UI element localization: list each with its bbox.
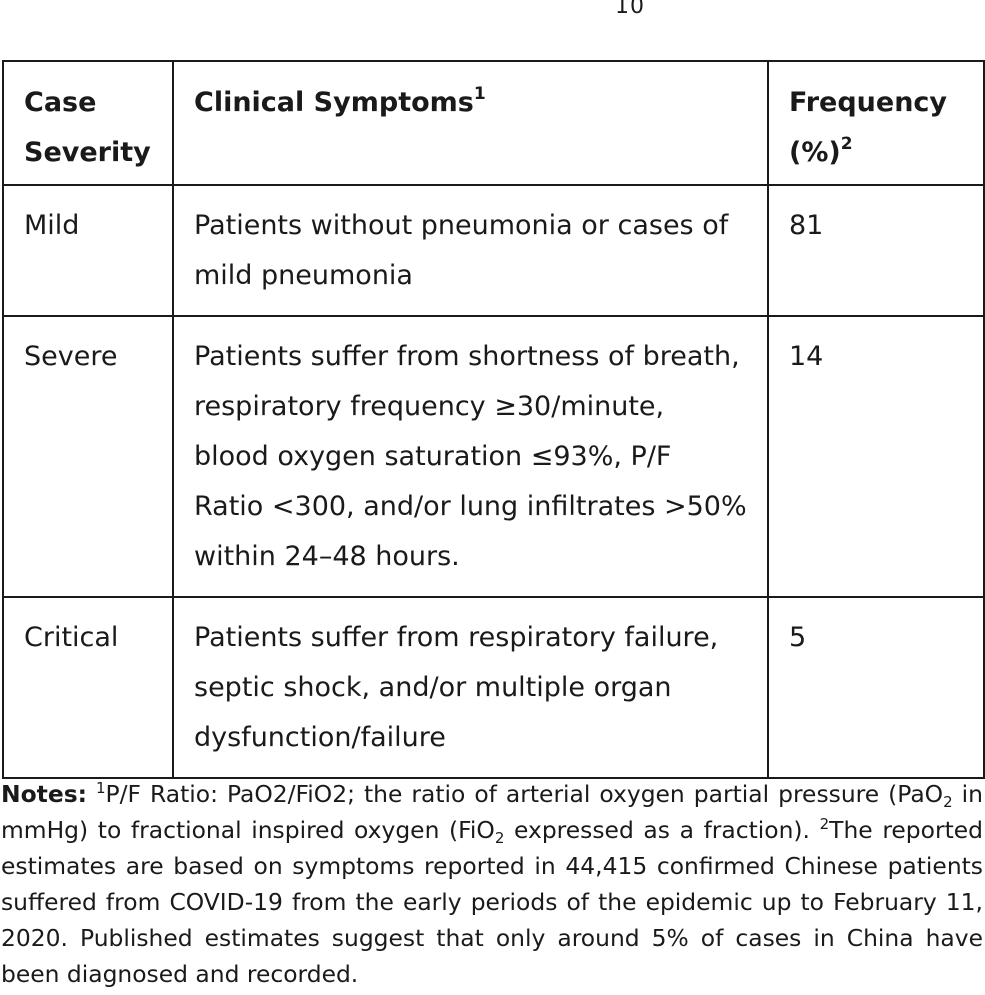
notes-subscript-1: 2 — [943, 793, 953, 811]
page-number: 10 — [0, 0, 985, 20]
cell-symptoms: Patients suffer from respiratory failure, septic shock, and/or multiple organ dysfunction/failure — [173, 597, 768, 778]
notes-footnote-1: 1 — [96, 779, 106, 797]
cell-frequency: 81 — [768, 185, 984, 316]
footnote-marker-2: 2 — [841, 134, 853, 154]
header-frequency — [768, 61, 984, 185]
footnote-marker-1: 1 — [474, 84, 486, 104]
cell-symptoms: Patients without pneumonia or cases of mild pneumonia — [173, 185, 768, 316]
cell-symptoms: Patients suffer from shortness of breath, respiratory frequency ≥30/minute, blood oxygen saturation ≤93%, P/F Ratio <300, and/or lung infiltrates >50% within 24–48 hours. — [173, 316, 768, 597]
cell-severity: Severe — [3, 316, 173, 597]
table-row-severe — [3, 316, 984, 597]
header-clinical-symptoms-label: Clinical Symptoms — [194, 87, 474, 118]
notes-label: Notes: — [1, 780, 87, 808]
cell-frequency: 14 — [768, 316, 984, 597]
table-notes — [1, 776, 983, 992]
cell-frequency: 5 — [768, 597, 984, 778]
notes-text-3: expressed as a fraction). — [504, 816, 819, 844]
table-row-mild — [3, 185, 984, 316]
table-row-critical — [3, 597, 984, 778]
case-severity-table — [2, 60, 985, 779]
notes-subscript-2: 2 — [495, 829, 505, 847]
notes-text-2: in mmHg) to fractional inspired oxygen (FiO — [1, 780, 983, 844]
table-header-row — [3, 61, 984, 185]
cell-severity: Mild — [3, 185, 173, 316]
header-case-severity — [3, 61, 173, 185]
header-clinical-symptoms — [173, 61, 768, 185]
notes-footnote-2: 2 — [820, 815, 830, 833]
header-case-severity-label: Case Severity — [24, 87, 151, 168]
cell-severity: Critical — [3, 597, 173, 778]
header-frequency-label: Frequency (%) — [789, 87, 947, 168]
notes-text-1: P/F Ratio: PaO2/FiO2; the ratio of arterial oxygen partial pressure (PaO — [106, 780, 944, 808]
notes-text-4: The reported estimates are based on symptoms reported in 44,415 confirmed Chinese patients suffered from COVID-19 from the early periods of the epidemic up to February 11, 2020. Published estimates suggest that only around 5% of cases in China have been diagnosed and recorded. — [1, 816, 983, 988]
